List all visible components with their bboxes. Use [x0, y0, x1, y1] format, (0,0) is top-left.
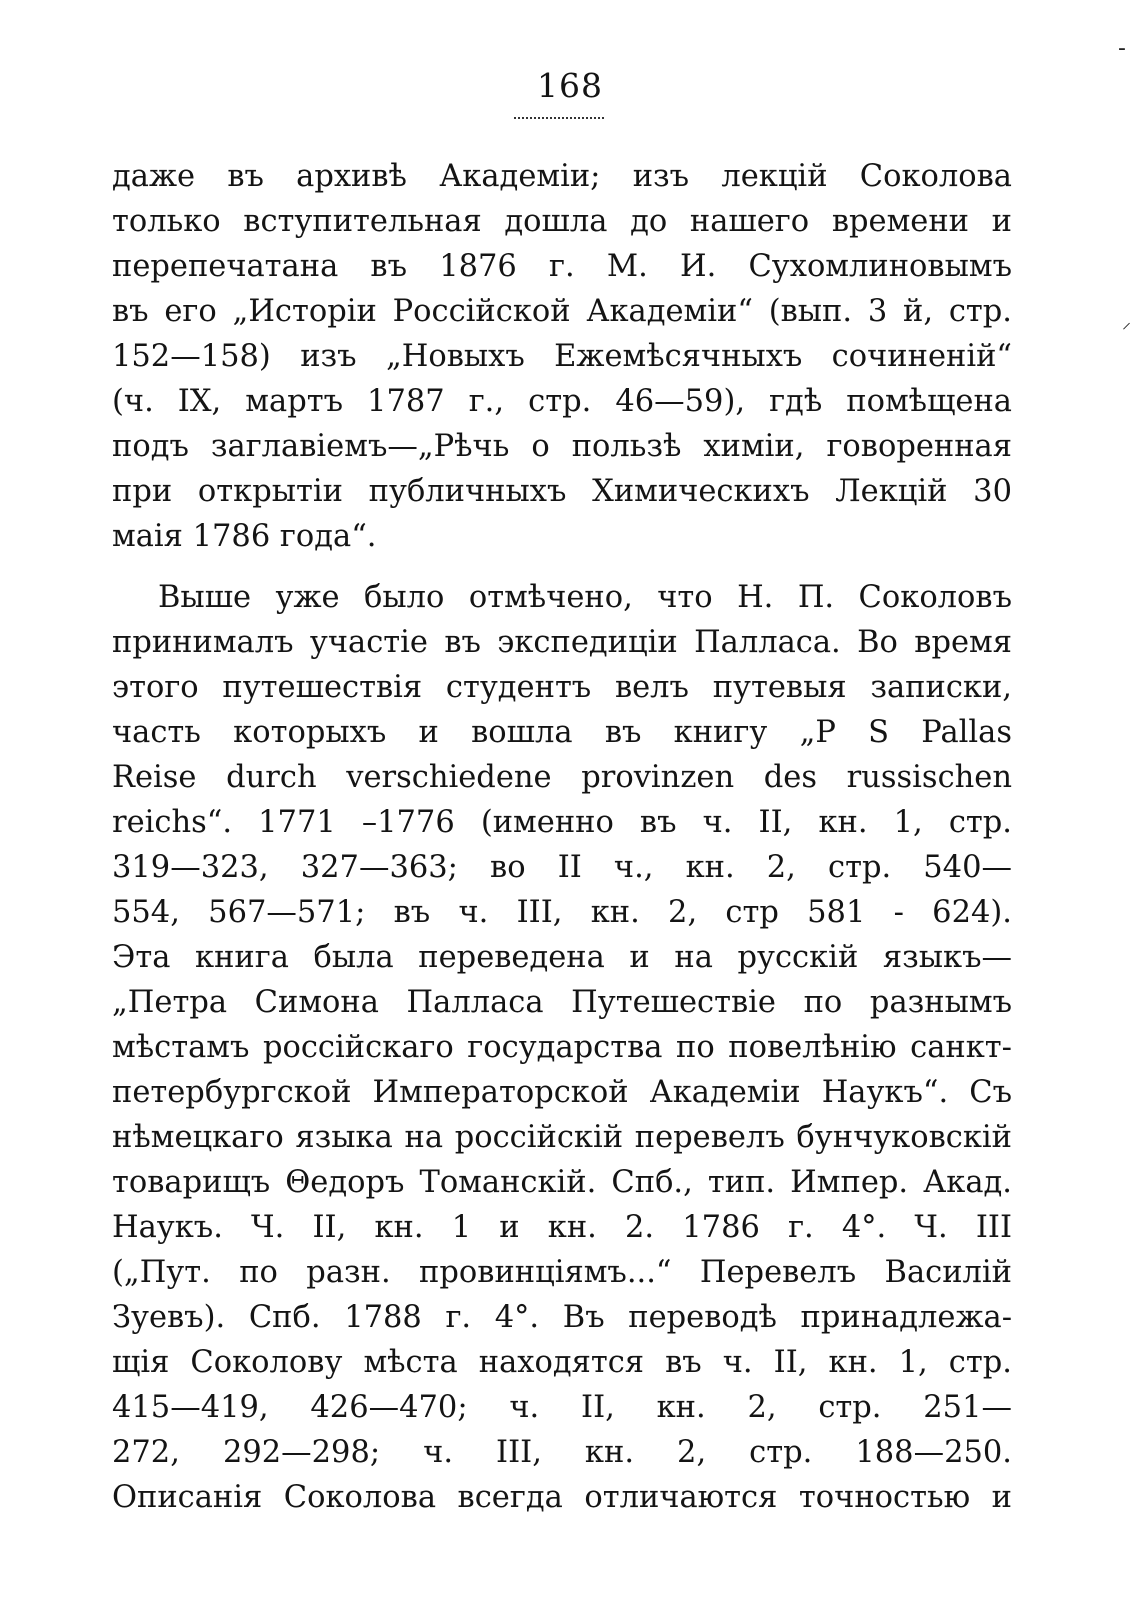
text-line: 272, 292—298; ч. III, кн. 2, стр. 188—250.: [112, 1435, 1012, 1470]
page-number-rule: [514, 117, 604, 119]
paragraph-2: [112, 575, 1012, 1520]
text-line: Выше уже было отмѣчено, что Н. П. Соколовъ: [158, 580, 1012, 615]
text-line: мѣстамъ россійскаго государства по повелѣнію санкт-: [112, 1030, 1012, 1065]
text-line: перепечатана въ 1876 г. М. И. Сухомлиновымъ: [112, 249, 1012, 284]
text-line: („Пут. по разн. провинціямъ...“ Перевелъ Василій: [112, 1255, 1012, 1290]
text-line: часть которыхъ и вошла въ книгу „P S Pallas: [112, 715, 1012, 750]
text-line: „Петра Симона Палласа Путешествіе по разнымъ: [112, 985, 1012, 1020]
text-line: Reise durch verschiedene provinzen des russischen: [112, 760, 1012, 795]
text-line: петербургской Императорской Академіи Наукъ“. Съ: [112, 1075, 1012, 1110]
text-line: даже въ архивѣ Академіи; изъ лекцій Соколова: [112, 159, 1012, 194]
text-line: 319—323, 327—363; во II ч., кн. 2, стр. 540—: [112, 850, 1012, 885]
text-line: Наукъ. Ч. II, кн. 1 и кн. 2. 1786 г. 4°. Ч. III: [112, 1210, 1012, 1245]
page-number: 168: [537, 66, 603, 105]
text-line: маія 1786 года“.: [112, 519, 377, 554]
body-text: [112, 154, 1012, 1520]
text-line: reichs“. 1771 –1776 (именно въ ч. II, кн. 1, стр.: [112, 805, 1012, 840]
paragraph-gap: [112, 559, 1012, 575]
text-line: (ч. IX, мартъ 1787 г., стр. 46—59), гдѣ помѣщена: [112, 384, 1012, 419]
text-line: въ его „Исторіи Россійской Академіи“ (вып. 3 й, стр.: [112, 294, 1012, 329]
text-line: принималъ участіе въ экспедиціи Палласа. Во время: [112, 625, 1012, 660]
text-line: Описанія Соколова всегда отличаются точностью и: [112, 1480, 1012, 1515]
text-line: Эта книга была переведена и на русскій языкъ—: [112, 940, 1012, 975]
text-line: только вступительная дошла до нашего времени и: [112, 204, 1012, 239]
text-line: товарищъ Θедоръ Томанскій. Спб., тип. Импер. Акад.: [112, 1165, 1012, 1200]
text-line: нѣмецкаго языка на россійскій перевелъ бунчуковскій: [112, 1120, 1012, 1155]
text-line: 152—158) изъ „Новыхъ Ежемѣсячныхъ сочиненій“: [112, 339, 1012, 374]
text-line: 415—419, 426—470; ч. II, кн. 2, стр. 251—: [112, 1390, 1012, 1425]
text-line: Зуевъ). Спб. 1788 г. 4°. Въ переводѣ принадлежа-: [112, 1300, 1012, 1335]
text-line: этого путешествія студентъ велъ путевыя записки,: [112, 670, 1012, 705]
margin-mark-top: -: [1118, 36, 1126, 61]
paragraph-1: [112, 154, 1012, 559]
text-line: подъ заглавіемъ—„Рѣчь о пользѣ химіи, говоренная: [112, 429, 1012, 464]
text-line: 554, 567—571; въ ч. III, кн. 2, стр 581 - 624).: [112, 895, 1012, 930]
text-line: щія Соколову мѣста находятся въ ч. II, кн. 1, стр.: [112, 1345, 1012, 1380]
margin-mark-side: ⸝: [1122, 312, 1131, 333]
text-line: при открытіи публичныхъ Химическихъ Лекцій 30: [112, 474, 1012, 509]
